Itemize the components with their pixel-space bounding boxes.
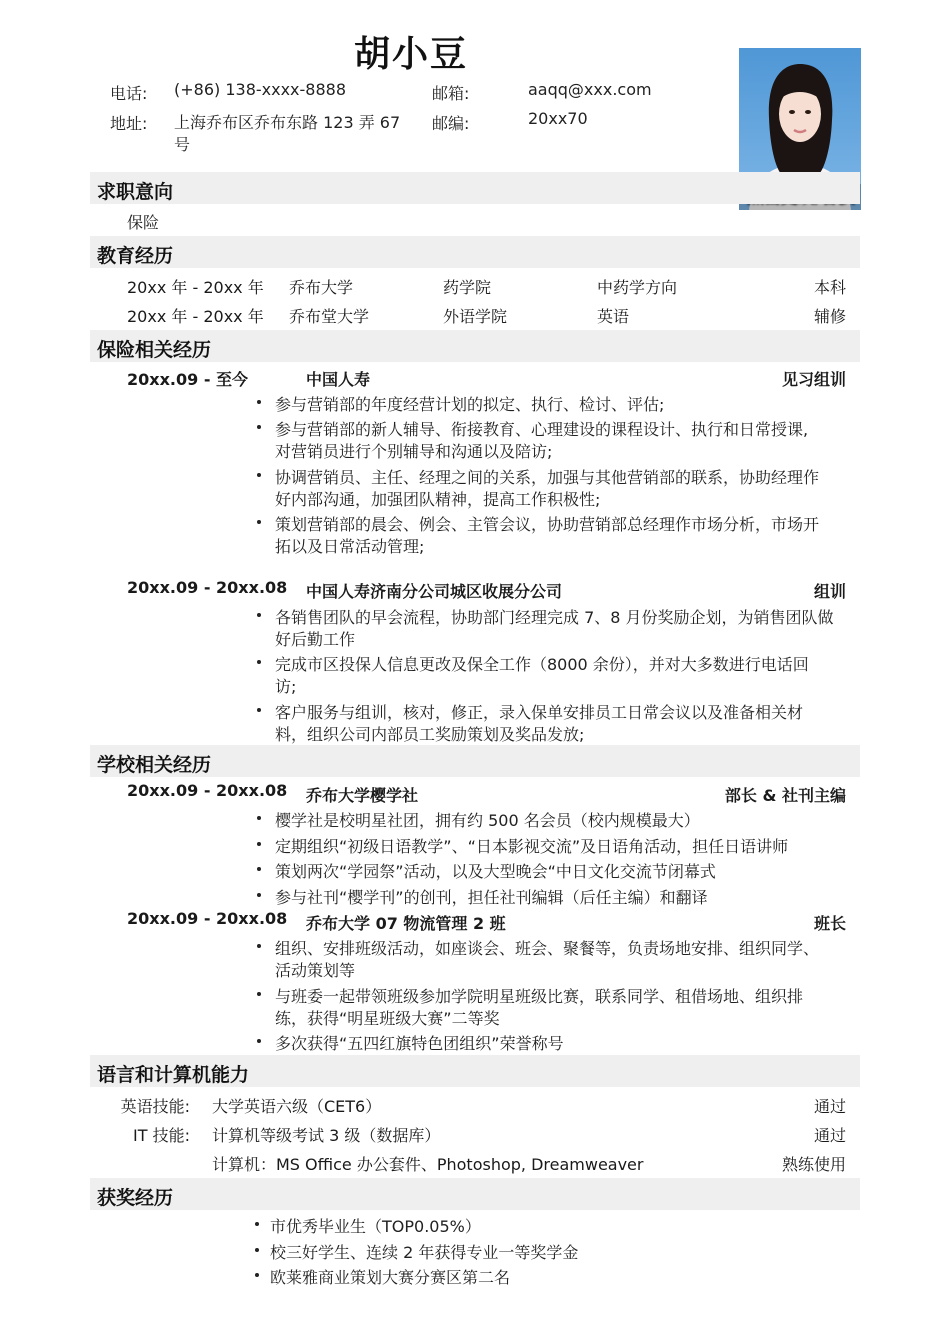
job-org: 乔布大学 07 物流管理 2 班: [306, 914, 506, 933]
job-period: 20xx.09 - 20xx.08: [127, 781, 288, 800]
bullet-text: 樱学社是校明星社团，拥有约 500 名会员（校内规模最大）: [275, 811, 700, 830]
section-title: 求职意向: [97, 181, 174, 203]
bullet-text: 好内部沟通，加强团队精神，提高工作积极性;: [275, 490, 601, 509]
bullet-text: 与班委一起带领班级参加学院明星班级比赛，联系同学、租借场地、组织排: [275, 987, 804, 1006]
section-skills: [90, 1055, 860, 1087]
edu-degree: 辅修: [813, 307, 846, 326]
job-period: 20xx.09 - 20xx.08: [127, 578, 288, 597]
bullet-dot: [257, 425, 261, 429]
bullet-text: 组织、安排班级活动，如座谈会、班会、聚餐等，负责场地安排、组织同学、: [275, 939, 820, 958]
section-awards: [90, 1178, 860, 1210]
bullet-text: 拓以及日常活动管理;: [275, 537, 425, 556]
address-line-1: 上海乔布区乔布东路 123 弄 67: [174, 113, 401, 132]
bullet-text: 访;: [275, 677, 297, 696]
bullet-dot: [257, 893, 261, 897]
bullet-text: 参与营销部的年度经营计划的拟定、执行、检讨、评估;: [275, 395, 665, 414]
edu-college: 外语学院: [443, 307, 508, 326]
skill-value: 计算机等级考试 3 级（数据库）: [212, 1126, 441, 1145]
skill-level: 通过: [813, 1097, 846, 1116]
skill-label: 英语技能:: [120, 1097, 190, 1116]
bullet-dot: [257, 816, 261, 820]
skill-value: 计算机：MS Office 办公套件、Photoshop, Dreamweaver: [212, 1155, 644, 1174]
bullet-dot: [257, 473, 261, 477]
address-label: 地址:: [110, 114, 148, 133]
job-org: 中国人寿济南分公司城区收展分公司: [306, 582, 563, 601]
bullet-dot: [257, 520, 261, 524]
bullet-text: 料，组织公司内部员工奖励策划及奖品发放;: [275, 725, 585, 744]
skill-level: 通过: [813, 1126, 846, 1145]
section-education: [90, 236, 860, 268]
bullet-dot: [257, 944, 261, 948]
email-label: 邮箱:: [432, 84, 470, 103]
section-title: 保险相关经历: [97, 339, 212, 361]
bullet-dot: [257, 660, 261, 664]
section-title: 获奖经历: [97, 1187, 174, 1209]
bullet-text: 协调营销员、主任、经理之间的关系，加强与其他营销部的联系，协助经理作: [275, 468, 820, 487]
phone-label: 电话:: [110, 84, 148, 103]
bullet-text: 定期组织“初级日语教学”、“日本影视交流”及日语角活动，担任日语讲师: [275, 837, 789, 856]
skill-label: IT 技能:: [133, 1126, 190, 1145]
bullet-dot: [257, 708, 261, 712]
bullet-text: 活动策划等: [275, 961, 356, 980]
bullet-text: 好后勤工作: [275, 630, 356, 649]
bullet-dot: [255, 1222, 259, 1226]
zip-label: 邮编:: [432, 114, 470, 133]
job-org: 中国人寿: [306, 370, 371, 389]
skill-value: 大学英语六级（CET6）: [212, 1097, 382, 1116]
objective-value: 保险: [127, 213, 160, 232]
resume-name: 胡小豆: [353, 34, 468, 75]
bullet-dot: [257, 400, 261, 404]
edu-school: 乔布堂大学: [289, 307, 370, 326]
bullet-dot: [255, 1273, 259, 1277]
job-role: 班长: [813, 914, 846, 933]
bullet-dot: [255, 1248, 259, 1252]
bullet-text: 对营销员进行个别辅导和沟通以及陪访;: [275, 442, 553, 461]
edu-school: 乔布大学: [289, 278, 354, 297]
edu-period: 20xx 年 - 20xx 年: [127, 307, 264, 326]
section-title: 语言和计算机能力: [97, 1064, 250, 1086]
job-org: 乔布大学樱学社: [306, 786, 419, 805]
job-period: 20xx.09 - 至今: [127, 370, 249, 389]
award-item: 欧莱雅商业策划大赛分赛区第二名: [270, 1268, 511, 1287]
bullet-text: 多次获得“五四红旗特色团组织”荣誉称号: [275, 1034, 564, 1053]
phone-value: (+86) 138-xxxx-8888: [174, 80, 347, 99]
job-role: 部长 & 社刊主编: [724, 786, 846, 805]
bullet-text: 策划两次“学园祭”活动，以及大型晚会“中日文化交流节闭幕式: [275, 862, 716, 881]
address-line-2: 号: [174, 135, 191, 154]
edu-major: 中药学方向: [597, 278, 678, 297]
section-title: 学校相关经历: [97, 754, 212, 776]
bullet-text: 完成市区投保人信息更改及保全工作（8000 余份），并对大多数进行电话回: [275, 655, 809, 674]
award-item: 校三好学生、连续 2 年获得专业一等奖学金: [270, 1243, 579, 1262]
zip-value: 20xx70: [528, 109, 588, 128]
edu-period: 20xx 年 - 20xx 年: [127, 278, 264, 297]
edu-degree: 本科: [813, 278, 846, 297]
bullet-text: 参与社刊“樱学刊”的创刊，担任社刊编辑（后任主编）和翻译: [275, 888, 708, 907]
bullet-dot: [257, 867, 261, 871]
bullet-dot: [257, 842, 261, 846]
bullet-text: 客户服务与组训，核对，修正，录入保单安排员工日常会议以及准备相关材: [275, 703, 804, 722]
bullet-dot: [257, 613, 261, 617]
section-objective: [90, 172, 860, 204]
bullet-text: 参与营销部的新人辅导、衔接教育、心理建设的课程设计、执行和日常授课,: [275, 420, 809, 439]
bullet-text: 各销售团队的早会流程，协助部门经理完成 7、8 月份奖励企划，为销售团队做: [275, 608, 834, 627]
edu-college: 药学院: [443, 278, 492, 297]
section-title: 教育经历: [97, 245, 174, 267]
section-insurance: [90, 330, 860, 362]
job-period: 20xx.09 - 20xx.08: [127, 909, 288, 928]
bullet-dot: [257, 992, 261, 996]
edu-major: 英语: [597, 307, 630, 326]
job-role: 组训: [813, 582, 846, 601]
bullet-text: 练，获得“明星班级大赛”二等奖: [275, 1009, 500, 1028]
section-school: [90, 745, 860, 777]
email-value: aaqq@xxx.com: [528, 80, 652, 99]
job-role: 见习组训: [781, 370, 846, 389]
bullet-text: 策划营销部的晨会、例会、主管会议，协助营销部总经理作市场分析，市场开: [275, 515, 820, 534]
award-item: 市优秀毕业生（TOP0.05%）: [270, 1217, 481, 1236]
bullet-dot: [257, 1039, 261, 1043]
skill-level: 熟练使用: [781, 1155, 846, 1174]
